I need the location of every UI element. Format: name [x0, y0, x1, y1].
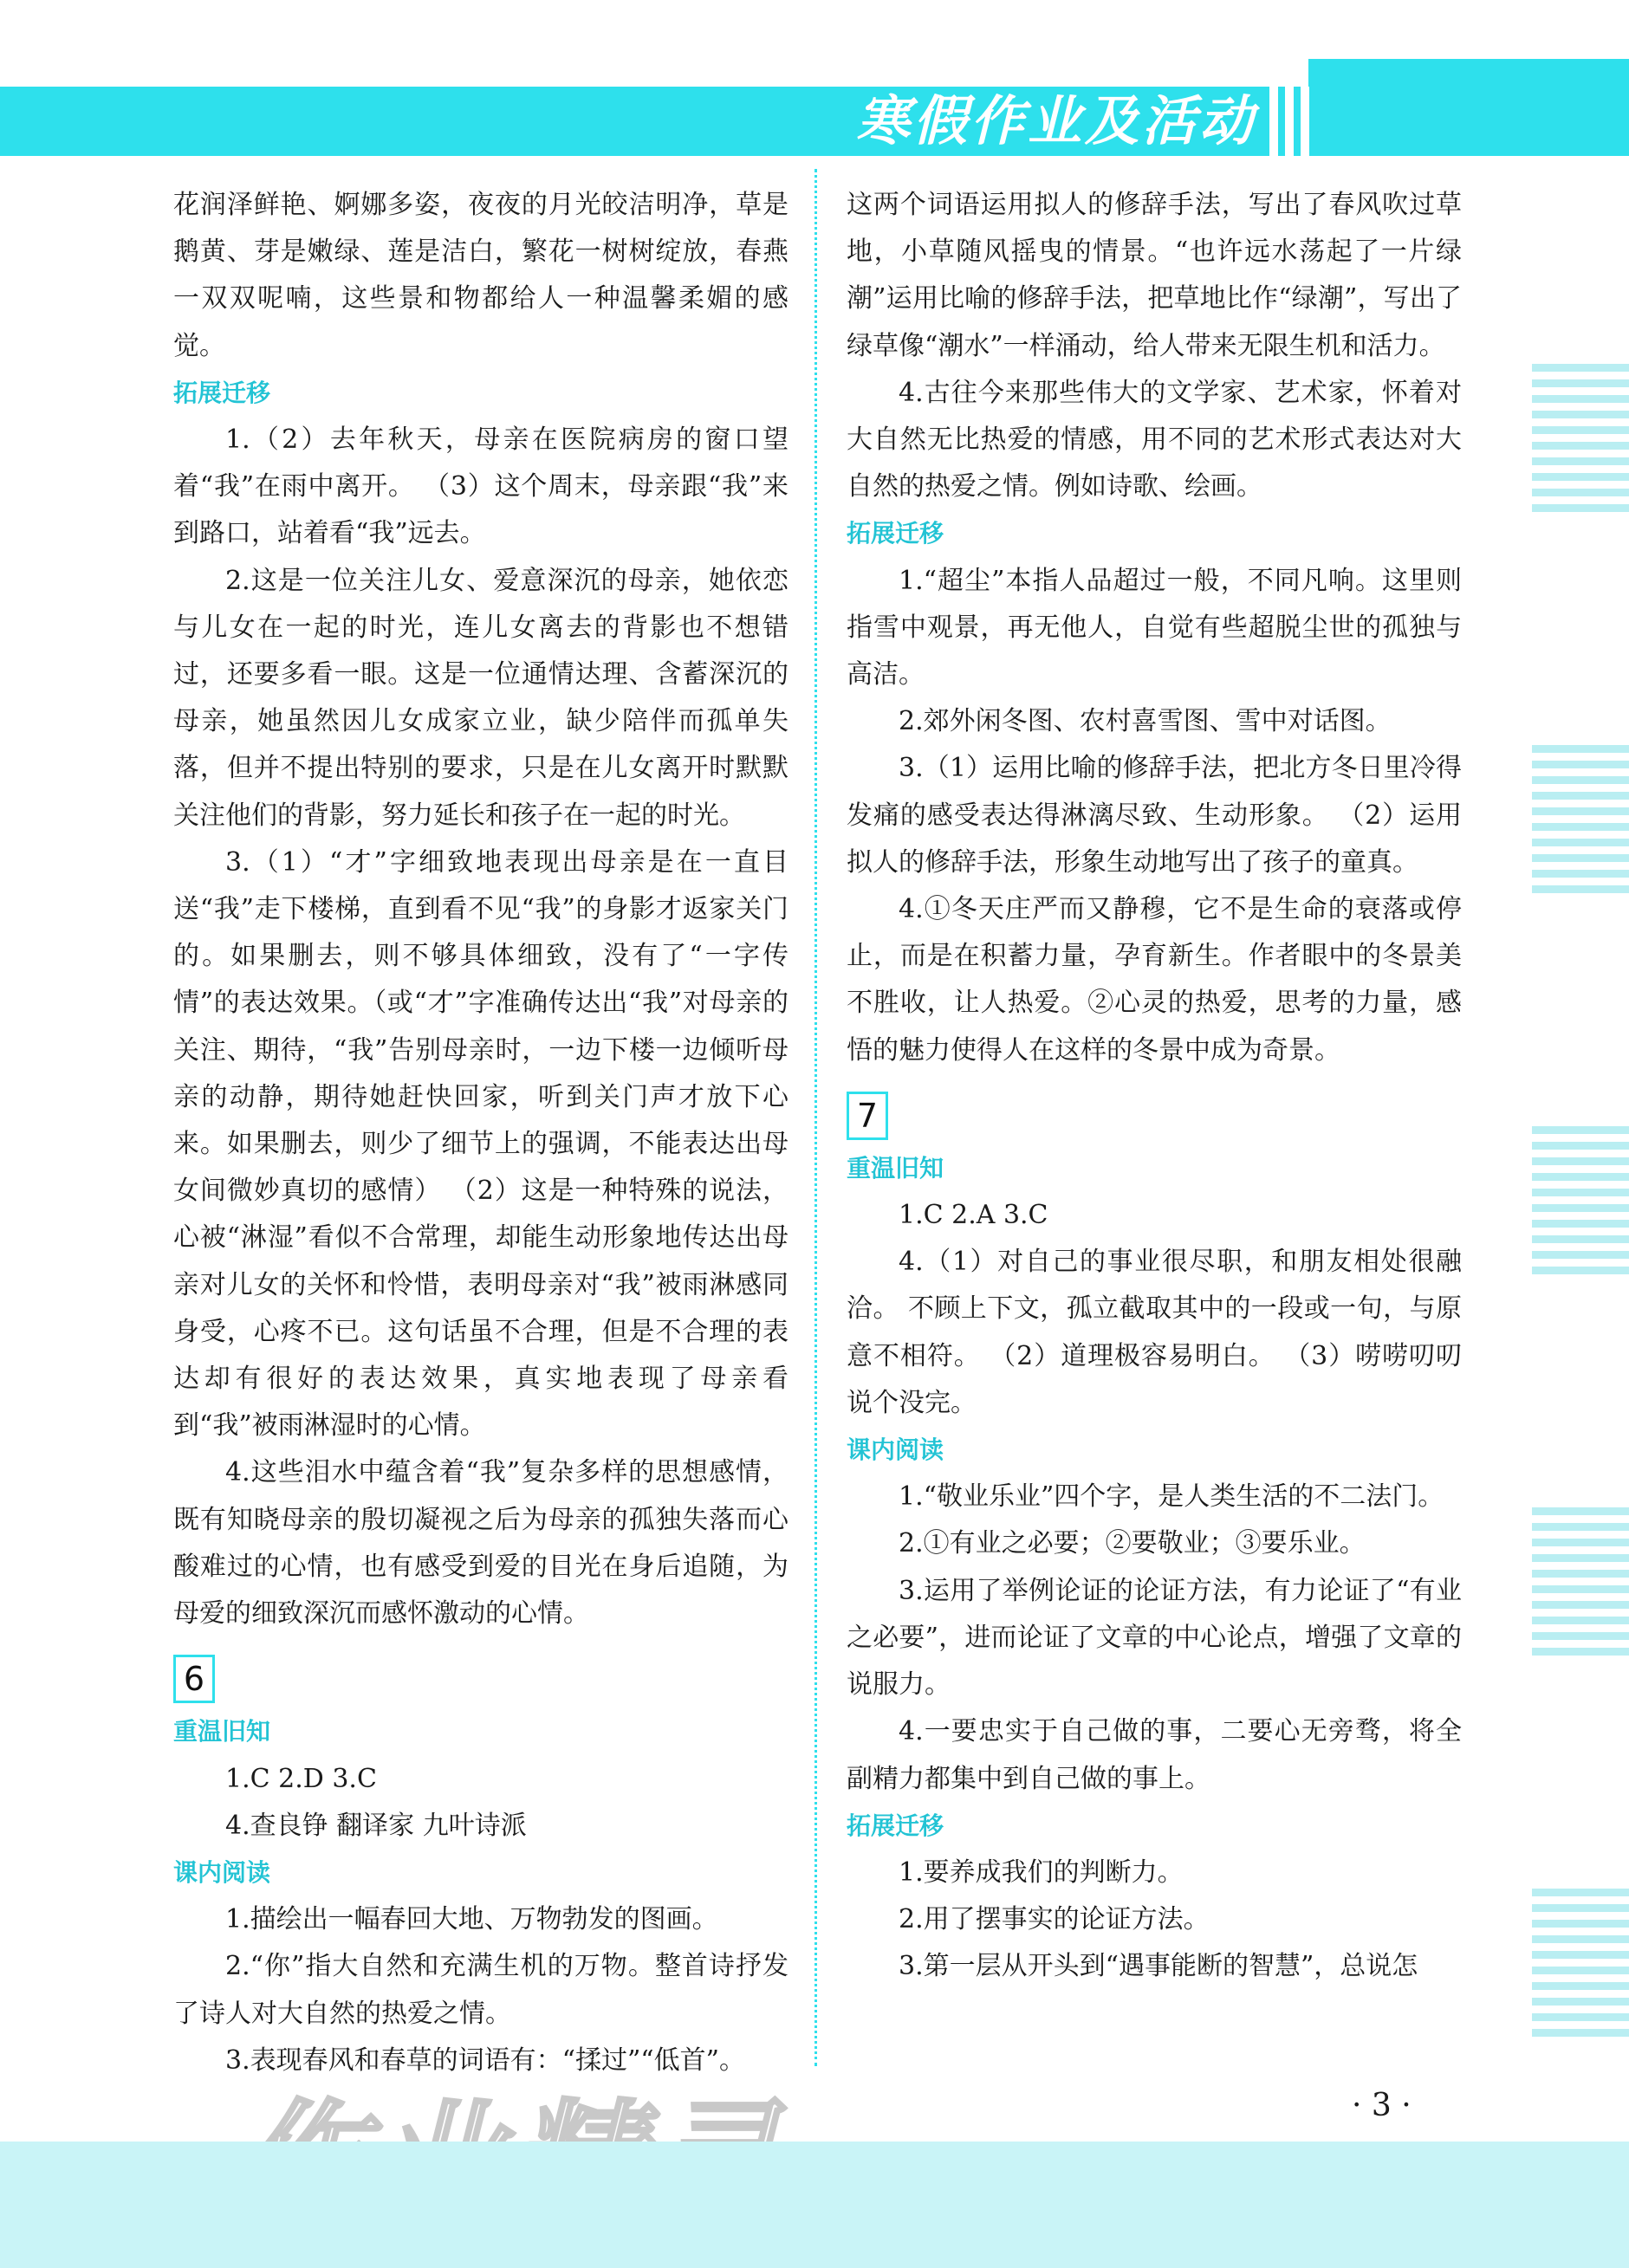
section-heading: 重温旧知	[173, 1717, 271, 1746]
answer-paragraph: 2.①有业之必要；②要敬业；③要乐业。	[899, 1528, 1366, 1559]
right-margin-stripes-5	[1532, 1889, 1629, 2044]
section-heading: 拓展迁移	[847, 519, 944, 548]
right-margin-stripes-2	[1532, 745, 1629, 901]
answer-paragraph: 2.用了摆事实的论证方法。	[899, 1904, 1210, 1935]
answer-paragraph: 4.查良铮 翻译家 九叶诗派	[225, 1810, 527, 1841]
section-heading: 课内阅读	[847, 1435, 944, 1465]
left-column	[173, 182, 789, 2084]
section-number-badge: 6	[173, 1655, 215, 1703]
right-margin-stripes-1	[1532, 364, 1629, 520]
answer-paragraph: 3.（1）“才”字细致地表现出母亲是在一直目送“我”走下楼梯，直到看不见“我”的身影才返家关门的。如果删去，则不够具体细致，没有了“一字传情”的表达效果。（或“才”字准确传达出“我”对母亲的关注、期待，“我”告别母亲时，一边下楼一边倾听母亲的动静，期待她赶快回家，听到关门声才放下心来。如果删去，则少了细节上的强调，不能表达出母女间微妙真切的感情） （2）这是一种特殊的说法，心被“淋湿”看似不合常理，却能生动形象地传达出母亲对儿女的关怀和怜惜，表明母亲对“我”被雨淋感同身受，心疼不已。这句话虽不合理，但是不合理的表达却有很好的表达效果，真实地表现了母亲看到“我”被雨淋湿时的心情。	[173, 846, 789, 1442]
answer-paragraph: 1.要养成我们的判断力。	[899, 1857, 1184, 1888]
section-heading: 拓展迁移	[847, 1811, 944, 1840]
answer-paragraph: 1.“超尘”本指人品超过一般，不同凡响。这里则指雪中观景，再无他人，自觉有些超脱尘世的孤独与高洁。	[847, 565, 1462, 690]
section-number-badge: 7	[847, 1092, 888, 1140]
answer-paragraph: 3.（1）运用比喻的修辞手法，把北方冬日里冷得发痛的感受表达得淋漓尽致、生动形象。 （2）运用拟人的修辞手法，形象生动地写出了孩子的童真。	[847, 753, 1462, 878]
section-heading: 课内阅读	[173, 1857, 271, 1887]
answer-paragraph: 这两个词语运用拟人的修辞手法，写出了春风吹过草地，小草随风摇曳的情景。“也许远水荡起了一片绿潮”运用比喻的修辞手法，把草地比作“绿潮”，写出了绿草像“潮水”一样涌动，给人带来无限生机和活力。	[847, 190, 1462, 361]
answer-paragraph: 1.（2）去年秋天，母亲在医院病房的窗口望着“我”在雨中离开。 （3）这个周末，母亲跟“我”来到路口，站着看“我”远去。	[173, 424, 789, 549]
answer-paragraph: 4.一要忠实于自己做的事，二要心无旁骛，将全副精力都集中到自己做的事上。	[847, 1716, 1462, 1794]
right-margin-stripes-4	[1532, 1507, 1629, 1663]
answer-paragraph: 3.运用了举例论证的论证方法，有力论证了“有业之必要”，进而论证了文章的中心论点，增强了文章的说服力。	[847, 1575, 1462, 1701]
answer-paragraph: 1.C 2.D 3.C	[225, 1763, 377, 1794]
answer-paragraph: 1.描绘出一幅春回大地、万物勃发的图画。	[225, 1904, 718, 1935]
answer-paragraph: 2.这是一位关注儿女、爱意深沉的母亲，她依恋与儿女在一起的时光，连儿女离去的背影也不想错过，还要多看一眼。这是一位通情达理、含蓄深沉的母亲，她虽然因儿女成家立业，缺少陪伴而孤单失落，但并不提出特别的要求，只是在儿女离开时默默关注他们的背影，努力延长和孩子在一起的时光。	[173, 565, 789, 831]
page-number: · 3 ·	[1352, 2088, 1412, 2123]
header-title: 寒假作业及活动	[855, 89, 1256, 152]
answer-paragraph: 2.“你”指大自然和充满生机的万物。整首诗抒发了诗人对大自然的热爱之情。	[173, 1951, 789, 2029]
answer-paragraph: 3.第一层从开头到“遇事能断的智慧”，总说怎	[899, 1951, 1418, 1982]
footer-band	[0, 2142, 1629, 2268]
right-column	[847, 182, 1462, 1991]
section-heading: 拓展迁移	[173, 378, 271, 407]
answer-paragraph: 4.（1）对自己的事业很尽职，和朋友相处很融洽。 不顾上下文，孤立截取其中的一段或一句，与原意不相符。 （2）道理极容易明白。 （3）唠唠叨叨说个没完。	[847, 1247, 1462, 1418]
answer-paragraph: 1.C 2.A 3.C	[899, 1200, 1048, 1231]
header-accent-box	[1308, 59, 1629, 156]
answer-paragraph: 1.“敬业乐业”四个字，是人类生活的不二法门。	[899, 1481, 1444, 1513]
answer-paragraph: 4.①冬天庄严而又静穆，它不是生命的衰落或停止，而是在积蓄力量，孕育新生。作者眼中的冬景美不胜收，让人热爱。②心灵的热爱，思考的力量，感悟的魅力使得人在这样的冬景中成为奇景。	[847, 894, 1462, 1066]
column-divider	[814, 169, 817, 2066]
right-margin-stripes-3	[1532, 1126, 1629, 1282]
section-heading: 重温旧知	[847, 1153, 944, 1183]
answer-paragraph: 花润泽鲜艳、婀娜多姿，夜夜的月光皎洁明净，草是鹅黄、芽是嫩绿、莲是洁白，繁花一树树绽放，春燕一双双呢喃，这些景和物都给人一种温馨柔媚的感觉。	[173, 190, 789, 361]
answer-paragraph: 3.表现春风和春草的词语有：“揉过”“低首”。	[225, 2044, 745, 2076]
answer-paragraph: 2.郊外闲冬图、农村喜雪图、雪中对话图。	[899, 706, 1392, 737]
answer-paragraph: 4.古往今来那些伟大的文学家、艺术家，怀着对大自然无比热爱的情感，用不同的艺术形式表达对大自然的热爱之情。例如诗歌、绘画。	[847, 377, 1462, 502]
answer-paragraph: 4.这些泪水中蕴含着“我”复杂多样的思想感情，既有知晓母亲的殷切凝视之后为母亲的孤独失落而心酸难过的心情，也有感受到爱的目光在身后追随，为母爱的细致深沉而感怀激动的心情。	[173, 1457, 789, 1630]
